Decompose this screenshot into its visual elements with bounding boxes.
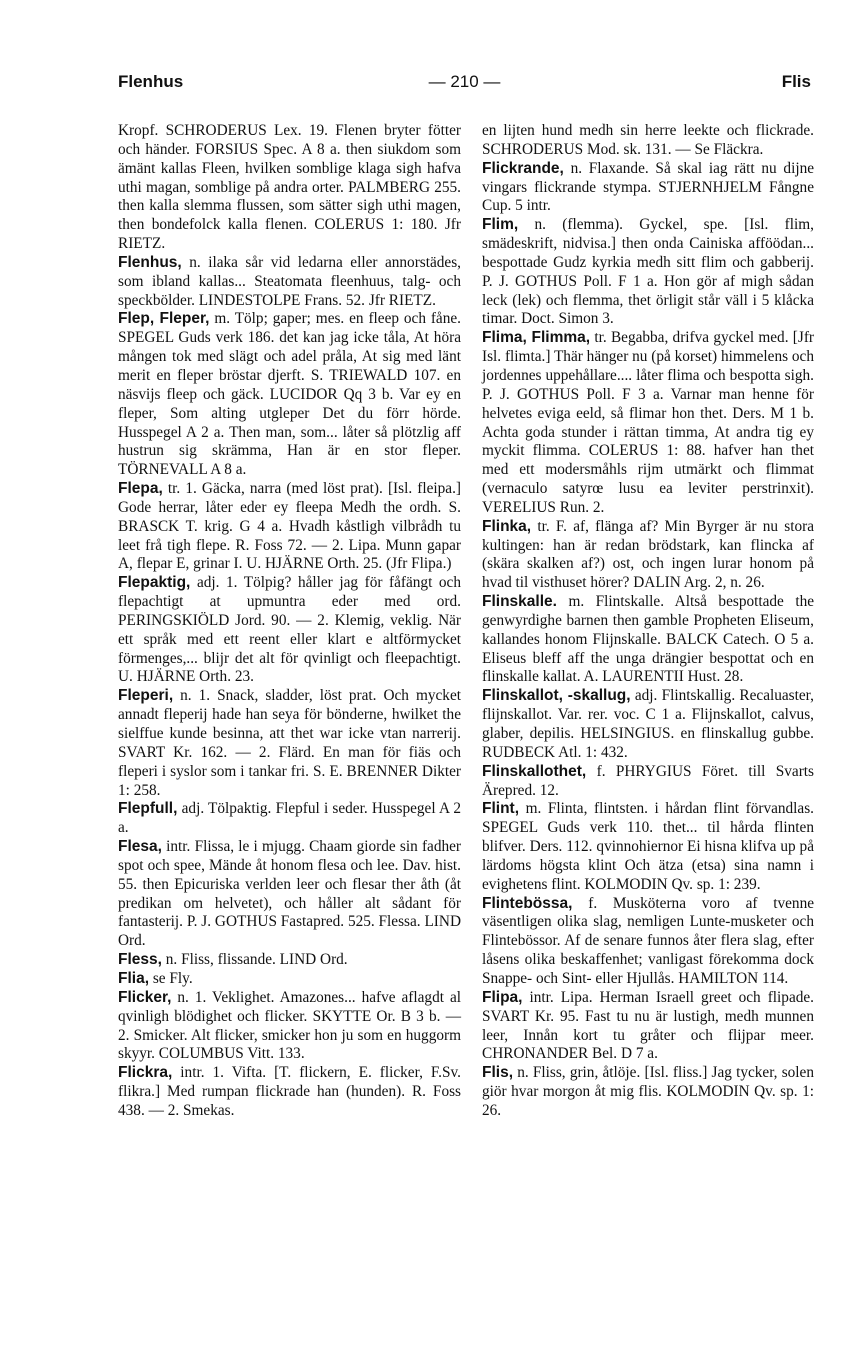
entry-body: adj. Flintskallig. Recaluaster, flijnskallot. Var. rer. voc. C 1 a. Flijnskallot, calvus, glaber, depilis. HELSINGIUS. en flinskallug gubbe. RUDBECK Atl. 1: 432. xyxy=(482,687,814,761)
entry xyxy=(118,800,461,838)
entry xyxy=(482,122,814,160)
left-column xyxy=(118,122,461,1121)
entry xyxy=(118,989,461,1064)
headword: Flickra, xyxy=(118,1064,173,1082)
headword: Flesa, xyxy=(118,838,162,856)
headword: Flint, xyxy=(482,800,520,818)
entry xyxy=(118,310,461,480)
entry xyxy=(482,989,814,1064)
entry-body: tr. Begabba, drifva gyckel med. [Jfr Isl. flimta.] Thär hänger nu (på korset) himmelens och jordennes uppehållare.... låter flima och bespotta sigh. P. J. GOTHUS Poll. F 3 a. Varnar man henne för helvetes eviga eeld, så flimar hon thet. Ders. M 1 b. Achta goda stunder i rättan timma, At andra tig ey myckit flimma. COLERUS 1: 88. hafver han thet med ett modersmåhls rijm utmärkt och flimmat (vernaculo satyrœ lusu ea leviter perstrinxit). VERELIUS Run. 2. xyxy=(482,329,815,516)
right-column xyxy=(482,122,814,1121)
entry xyxy=(482,687,814,762)
headword: Fleperi, xyxy=(118,687,174,705)
headword: Flep, Fleper, xyxy=(118,310,210,328)
entry-body: m. Flintskalle. Altså bespottade the genwyrdighe barnen then gamble Propheten Eliseum, kallandes honom Flijnskalle. BALCK Catech. O 5 a. Eliseus bleff aff the unga drängier bespottat och en flinskalle kallat. A. LAURENTII Hust. 28. xyxy=(482,593,815,686)
entry-body: n. Fliss, flissande. LIND Ord. xyxy=(165,951,348,969)
entry xyxy=(482,1064,814,1121)
entry-body: m. Flinta, flintsten. i hårdan flint förvandlas. SPEGEL Guds verk 110. thet... til hårda flinten blifver. Ders. 112. qvinnohiernor Ei hisna klifva up på lärdoms högsta klint Och ätza (etsa) sina namn i evighetens flint. KOLMODIN Qv. sp. 1: 239. xyxy=(482,800,814,893)
headword: Flis, xyxy=(482,1064,514,1082)
headword: Flinskallothet, xyxy=(482,762,587,780)
headword: Flintebössa, xyxy=(482,894,573,912)
headword: Flinskallot, -skallug, xyxy=(482,687,631,705)
entry-body: intr. 1. Vifta. [T. flickern, E. flicker, F.Sv. flikra.] Med rumpan flickrade han (hunden). R. Foss 438. — 2. Smekas. xyxy=(118,1064,461,1119)
entry-body: tr. 1. Gäcka, narra (med löst prat). [Isl. fleipa.] Gode herrar, låter eder ey fleepa Medh the ordh. S. BRASCK T. krig. G 4 a. Hvadh kåstligh vilbrådh tu leet frå tigh flepe. R. Foss 72. — 2. Lipa. Munn gapar A, flepar E, grinar I. U. HJÄRNE Orth. 25. (Jfr Flipa.) xyxy=(118,480,461,573)
entry-body: n. Flaxande. Så skal iag rätt nu dijne vingars flickrande stympa. STJERNHJELM Fångne Cup. 5 intr. xyxy=(482,159,815,215)
page-number: — 210 — xyxy=(428,72,501,91)
headword: Flima, Flimma, xyxy=(482,329,591,347)
headword: Flepa, xyxy=(118,480,163,498)
entry-body: en lijten hund medh sin herre leekte och flickrade. SCHRODERUS Mod. sk. 131. — Se Fläckra. xyxy=(482,122,814,158)
entry xyxy=(118,838,461,951)
headword: Flia, xyxy=(118,969,150,987)
entry-body: adj. Tölpaktig. Flepful i seder. Husspegel A 2 a. xyxy=(118,800,461,837)
entry-body: se Fly. xyxy=(152,969,193,987)
entry-body: n. (flemma). Gyckel, spe. [Isl. flim, smädeskrift, nidvisa.] then onda Cainiska afföödan... bespottade Gudz kyrkia medh sitt flim och gabberij. P. J. GOTHUS Poll. F 1 a. Hon gör af migh sådan leck (lek) och flemma, thet örligit står väll i 5 klåcka timar. Doct. Simon 3. xyxy=(482,216,814,328)
entry-body: n. Fliss, grin, åtlöje. [Isl. fliss.] Jag tycker, solen giör hvar morgon åt mig flis. KOLMODIN Qv. sp. 1: 26. xyxy=(482,1064,814,1119)
headword: Flepfull, xyxy=(118,800,178,818)
entry-body: intr. Lipa. Herman Israell greet och flipade. SVART Kr. 95. Fast tu nu är lustigh, medh munnen leer, Innån kort tu gråter och flijpar meer. CHRONANDER Bel. D 7 a. xyxy=(482,988,814,1063)
headword: Flim, xyxy=(482,216,519,234)
entry xyxy=(482,895,814,989)
entry xyxy=(482,593,814,687)
entry-body: f. PHRYGIUS Föret. till Svarts Ärepred. 12. xyxy=(482,762,814,799)
entry xyxy=(482,160,814,217)
headword: Fless, xyxy=(118,951,162,969)
entry xyxy=(118,951,461,970)
entry-body: tr. F. af, flänga af? Min Byrger är nu stora kultingen: han är redan brödstark, kan flincka af (skära skalken af?) ost, och ingen lurar honom på hvad til visthuset hörer? DALIN Arg. 2, n. 26. xyxy=(482,517,814,592)
entry-body: Kropf. SCHRODERUS Lex. 19. Flenen bryter fötter och händer. FORSIUS Spec. A 8 a. then siukdom som ämänt kallas Fleen, hvilken somblige klaga sigh hafva uthi magan, somblige på andra orter. PALMBERG 255. then kalla slemma flussen, som sätter sigh uthi magen, then bondefolck kalla flenen. COLERUS 1: 180. Jfr RIETZ. xyxy=(118,122,461,253)
entry xyxy=(482,329,814,517)
entry xyxy=(118,254,461,311)
headword: Flinskalle. xyxy=(482,593,557,611)
headword: Flenhus, xyxy=(118,253,182,271)
entry xyxy=(482,800,814,894)
entry xyxy=(482,763,814,801)
headword: Flinka, xyxy=(482,517,532,535)
entry-body: f. Musköterna voro af tvenne väsentligen olika slag, nemligen Lunte-musketer och Flintebössor. Af de senare funnos åter flera slag, efter låsens olika beskaffenhet; vanligast förekomma dock Snappe- och Sint- eller Hjullås. HAMILTON 114. xyxy=(482,894,815,987)
page-header xyxy=(118,72,811,98)
header-right-word: Flis xyxy=(781,72,811,91)
entry xyxy=(118,687,461,800)
entry-body: m. Tölp; gaper; mes. en fleep och fåne. SPEGEL Guds verk 186. det kan jag icke tåla, At höra mången tok med slägt och adel pråla, At sig med länt merit en fleper bröstar djerft. S. TRIEWALD 107. en näsvijs fleep och gäck. LUCIDOR Qq 3 b. Var ey en fleper, Som alting utgleper Det du förr hörde. Husspegel A 2 a. Then man, som... låter så plötzlig aff hustrun sig skrämma, Han är en stor fleper. TÖRNEVALL A 8 a. xyxy=(118,310,461,479)
headword: Flipa, xyxy=(482,988,523,1006)
entry-body: n. 1. Veklighet. Amazones... hafve aflagdt al qvinligh blödighet och flicker. SKYTTE Or. B 3 b. — 2. Smicker. Alt flicker, smicker hon ju som en huggorm skyyr. COLUMBUS Vitt. 133. xyxy=(118,988,461,1063)
entry xyxy=(118,480,461,574)
entry xyxy=(118,574,461,687)
entry-body: n. ilaka sår vid ledarna eller annorstädes, som ibland kallas... Steatomata fleenhuus, talg- och speckbölder. LINDESTOLPE Frans. 52. Jfr RIETZ. xyxy=(118,253,461,309)
entry xyxy=(118,122,461,254)
entry xyxy=(482,518,814,593)
entry xyxy=(118,1064,461,1121)
header-left-word: Flenhus xyxy=(118,72,184,91)
headword: Flickrande, xyxy=(482,159,564,177)
entry-body: adj. 1. Tölpig? håller jag för fåfängt och flepachtigt at upmuntra eder med ord. PERINGSKIÖLD Jord. 90. — 2. Klemig, veklig. När ett språk med ett reent eller klart e altförmycket förmenges,... blijr det alt för qvinligt och fleepachtigt. U. HJÄRNE Orth. 23. xyxy=(118,574,461,686)
headword: Flicker, xyxy=(118,988,172,1006)
entry xyxy=(482,216,814,329)
entry-body: n. 1. Snack, sladder, löst prat. Och mycket annadt fleperij hade han seya för bönderne, hwilket the sielffue kunde besinna, att thet war icke vtan narrerij. SVART Kr. 162. — 2. Flärd. En man för fiäs och fleperi i syslor som i tankar fri. S. E. BRENNER Dikter 1: 258. xyxy=(118,687,461,799)
entry xyxy=(118,970,461,989)
entry-body: intr. Flissa, le i mjugg. Chaam giorde sin fadher spot och spee, Mände åt honom flesa och lee. Dav. hist. 55. then Epicuriska verlden leer och flesar ther åth (åt predikan om helvetet), och håller alt sådant för fantasterij. P. J. GOTHUS Fastapred. 525. Flessa. LIND Ord. xyxy=(118,838,462,950)
headword: Flepaktig, xyxy=(118,574,191,592)
